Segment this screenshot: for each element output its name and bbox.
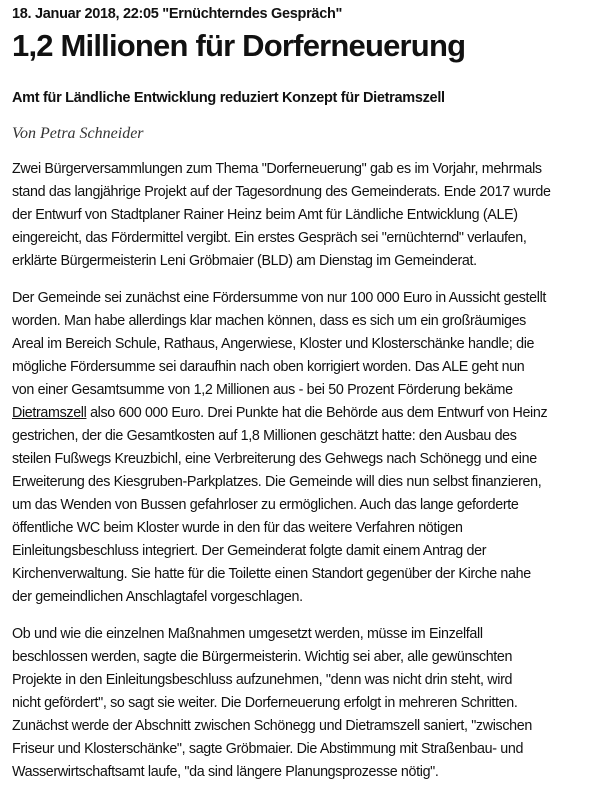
- text-line: worden. Man habe allerdings klar machen können, dass es sich um ein großräumiges: [12, 313, 526, 329]
- text-line: Kirchenverwaltung. Sie hatte für die Toilette einen Standort gegenüber der Kirche nahe: [12, 566, 531, 582]
- article-teaser: Amt für Ländliche Entwicklung reduziert Konzept für Dietramszell: [12, 90, 445, 106]
- text-line: öffentliche WC beim Kloster wurde in den für das weitere Verfahren nötigen: [12, 520, 463, 536]
- text-line: eingereicht, das Fördermittel vergibt. Ein erstes Gespräch sei "ernüchternd" verlaufen,: [12, 230, 527, 246]
- text-line: Einleitungsbeschluss integriert. Der Gemeinderat folgte damit einem Antrag der: [12, 543, 487, 559]
- text-line: Zwei Bürgerversammlungen zum Thema "Dorferneuerung" gab es im Vorjahr, mehrmals: [12, 161, 542, 177]
- article-title: 1,2 Millionen für Dorferneuerung: [12, 28, 466, 63]
- text-line: nicht gefördert", so sagt sie weiter. Die Dorferneuerung erfolgt in mehreren Schritten.: [12, 695, 518, 711]
- text-line: der Entwurf von Stadtplaner Rainer Heinz beim Amt für Ländliche Entwicklung (ALE): [12, 207, 518, 223]
- text-line: erklärte Bürgermeisterin Leni Gröbmaier (BLD) am Dienstag im Gemeinderat.: [12, 253, 477, 269]
- text-line: Ob und wie die einzelnen Maßnahmen umgesetzt werden, müsse im Einzelfall: [12, 626, 483, 642]
- text-line: steilen Fußwegs Kreuzbichl, eine Verbreiterung des Gehwegs nach Schönegg und eine: [12, 451, 537, 467]
- text-line: um das Wenden von Bussen gefahrloser zu ermöglichen. Auch das lange geforderte: [12, 497, 519, 513]
- text-line: von einer Gesamtsumme von 1,2 Millionen aus - bei 50 Prozent Förderung bekäme: [12, 382, 513, 398]
- text-line: stand das langjährige Projekt auf der Tagesordnung des Gemeinderats. Ende 2017 wurde: [12, 184, 551, 200]
- text-line: mögliche Fördersumme sei daraufhin nach oben korrigiert worden. Das ALE geht nun: [12, 359, 525, 375]
- article-meta: 18. Januar 2018, 22:05 "Ernüchterndes Gespräch": [12, 6, 343, 22]
- text-line: Friseur und Klosterschänke", sagte Gröbmaier. Die Abstimmung mit Straßenbau- und: [12, 741, 524, 757]
- paragraph-2: [12, 287, 588, 609]
- article: [0, 4, 600, 784]
- text-line: beschlossen werden, sagte die Bürgermeisterin. Wichtig sei aber, alle gewünschten: [12, 649, 513, 665]
- article-author: Von Petra Schneider: [12, 125, 144, 142]
- paragraph-1: [12, 158, 588, 273]
- dietramszell-link[interactable]: Dietramszell: [12, 405, 87, 421]
- text-line: Erweiterung des Kiesgruben-Parkplatzes. Die Gemeinde will dies nun selbst finanzieren,: [12, 474, 542, 490]
- text-line-with-link: [12, 402, 588, 425]
- paragraph-3: [12, 623, 588, 784]
- text-line: Zunächst werde der Abschnitt zwischen Schönegg und Dietramszell saniert, "zwischen: [12, 718, 532, 734]
- text-line: gestrichen, der die Gesamtkosten auf 1,8 Millionen geschätzt hatte: den Ausbau des: [12, 428, 517, 444]
- text-line: der gemeindlichen Anschlagtafel vorgeschlagen.: [12, 589, 303, 605]
- text-line: Der Gemeinde sei zunächst eine Fördersumme von nur 100 000 Euro in Aussicht gestellt: [12, 290, 547, 306]
- text-line: Projekte in den Einleitungsbeschluss aufzunehmen, "denn was nicht drin steht, wird: [12, 672, 513, 688]
- text-segment: also 600 000 Euro. Drei Punkte hat die Behörde aus dem Entwurf von Heinz: [86, 405, 548, 421]
- text-line: Areal im Bereich Schule, Rathaus, Angerwiese, Kloster und Klosterschänke handle; die: [12, 336, 535, 352]
- text-line: Wasserwirtschaftsamt laufe, "da sind längere Planungsprozesse nötig".: [12, 764, 439, 780]
